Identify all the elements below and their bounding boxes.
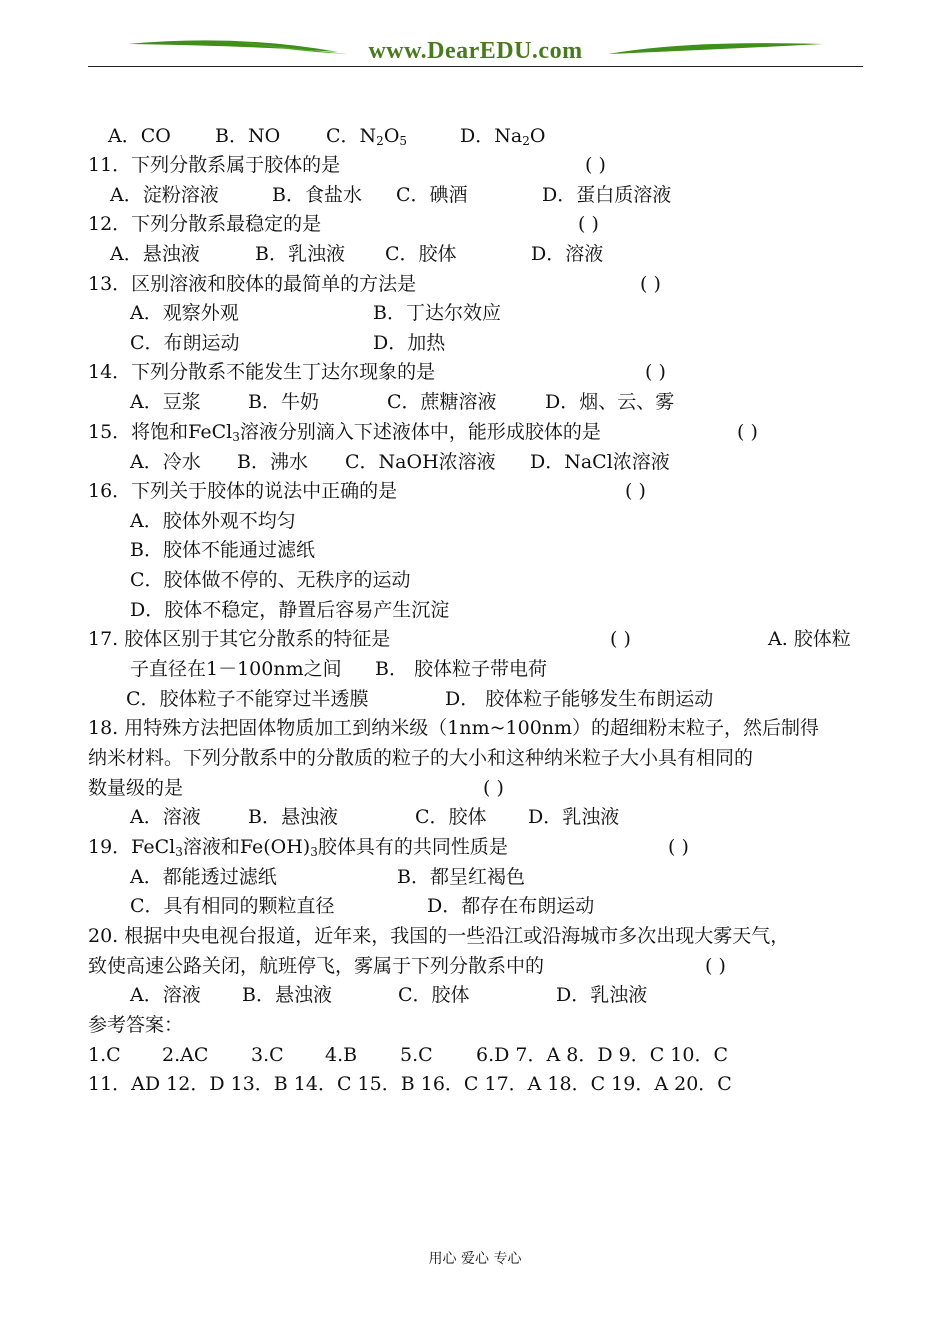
answer-paren: ( ) — [705, 955, 726, 977]
q10-option-a: A．CO — [108, 125, 171, 147]
answer-paren: ( ) — [578, 213, 599, 235]
answer-paren: ( ) — [585, 154, 606, 176]
page-header — [88, 30, 863, 70]
site-logo-text: www.DearEDU.com — [368, 38, 583, 64]
answer-paren: ( ) — [625, 480, 646, 502]
answer-paren: ( ) — [610, 628, 631, 650]
page-footer: 用心 爱心 专心 — [428, 1251, 522, 1267]
answer-paren: ( ) — [640, 273, 661, 295]
q10-option-d: D．$Na_2O$ — [460, 125, 546, 148]
q10-option-c: C．$N_2O_5$ — [326, 125, 408, 148]
q10-option-b: B．NO — [215, 125, 281, 147]
answer-paren: ( ) — [737, 421, 758, 443]
answer-paren: ( ) — [483, 777, 504, 799]
answer-paren: ( ) — [668, 836, 689, 858]
header-rule — [88, 66, 863, 67]
answer-paren: ( ) — [645, 361, 666, 383]
